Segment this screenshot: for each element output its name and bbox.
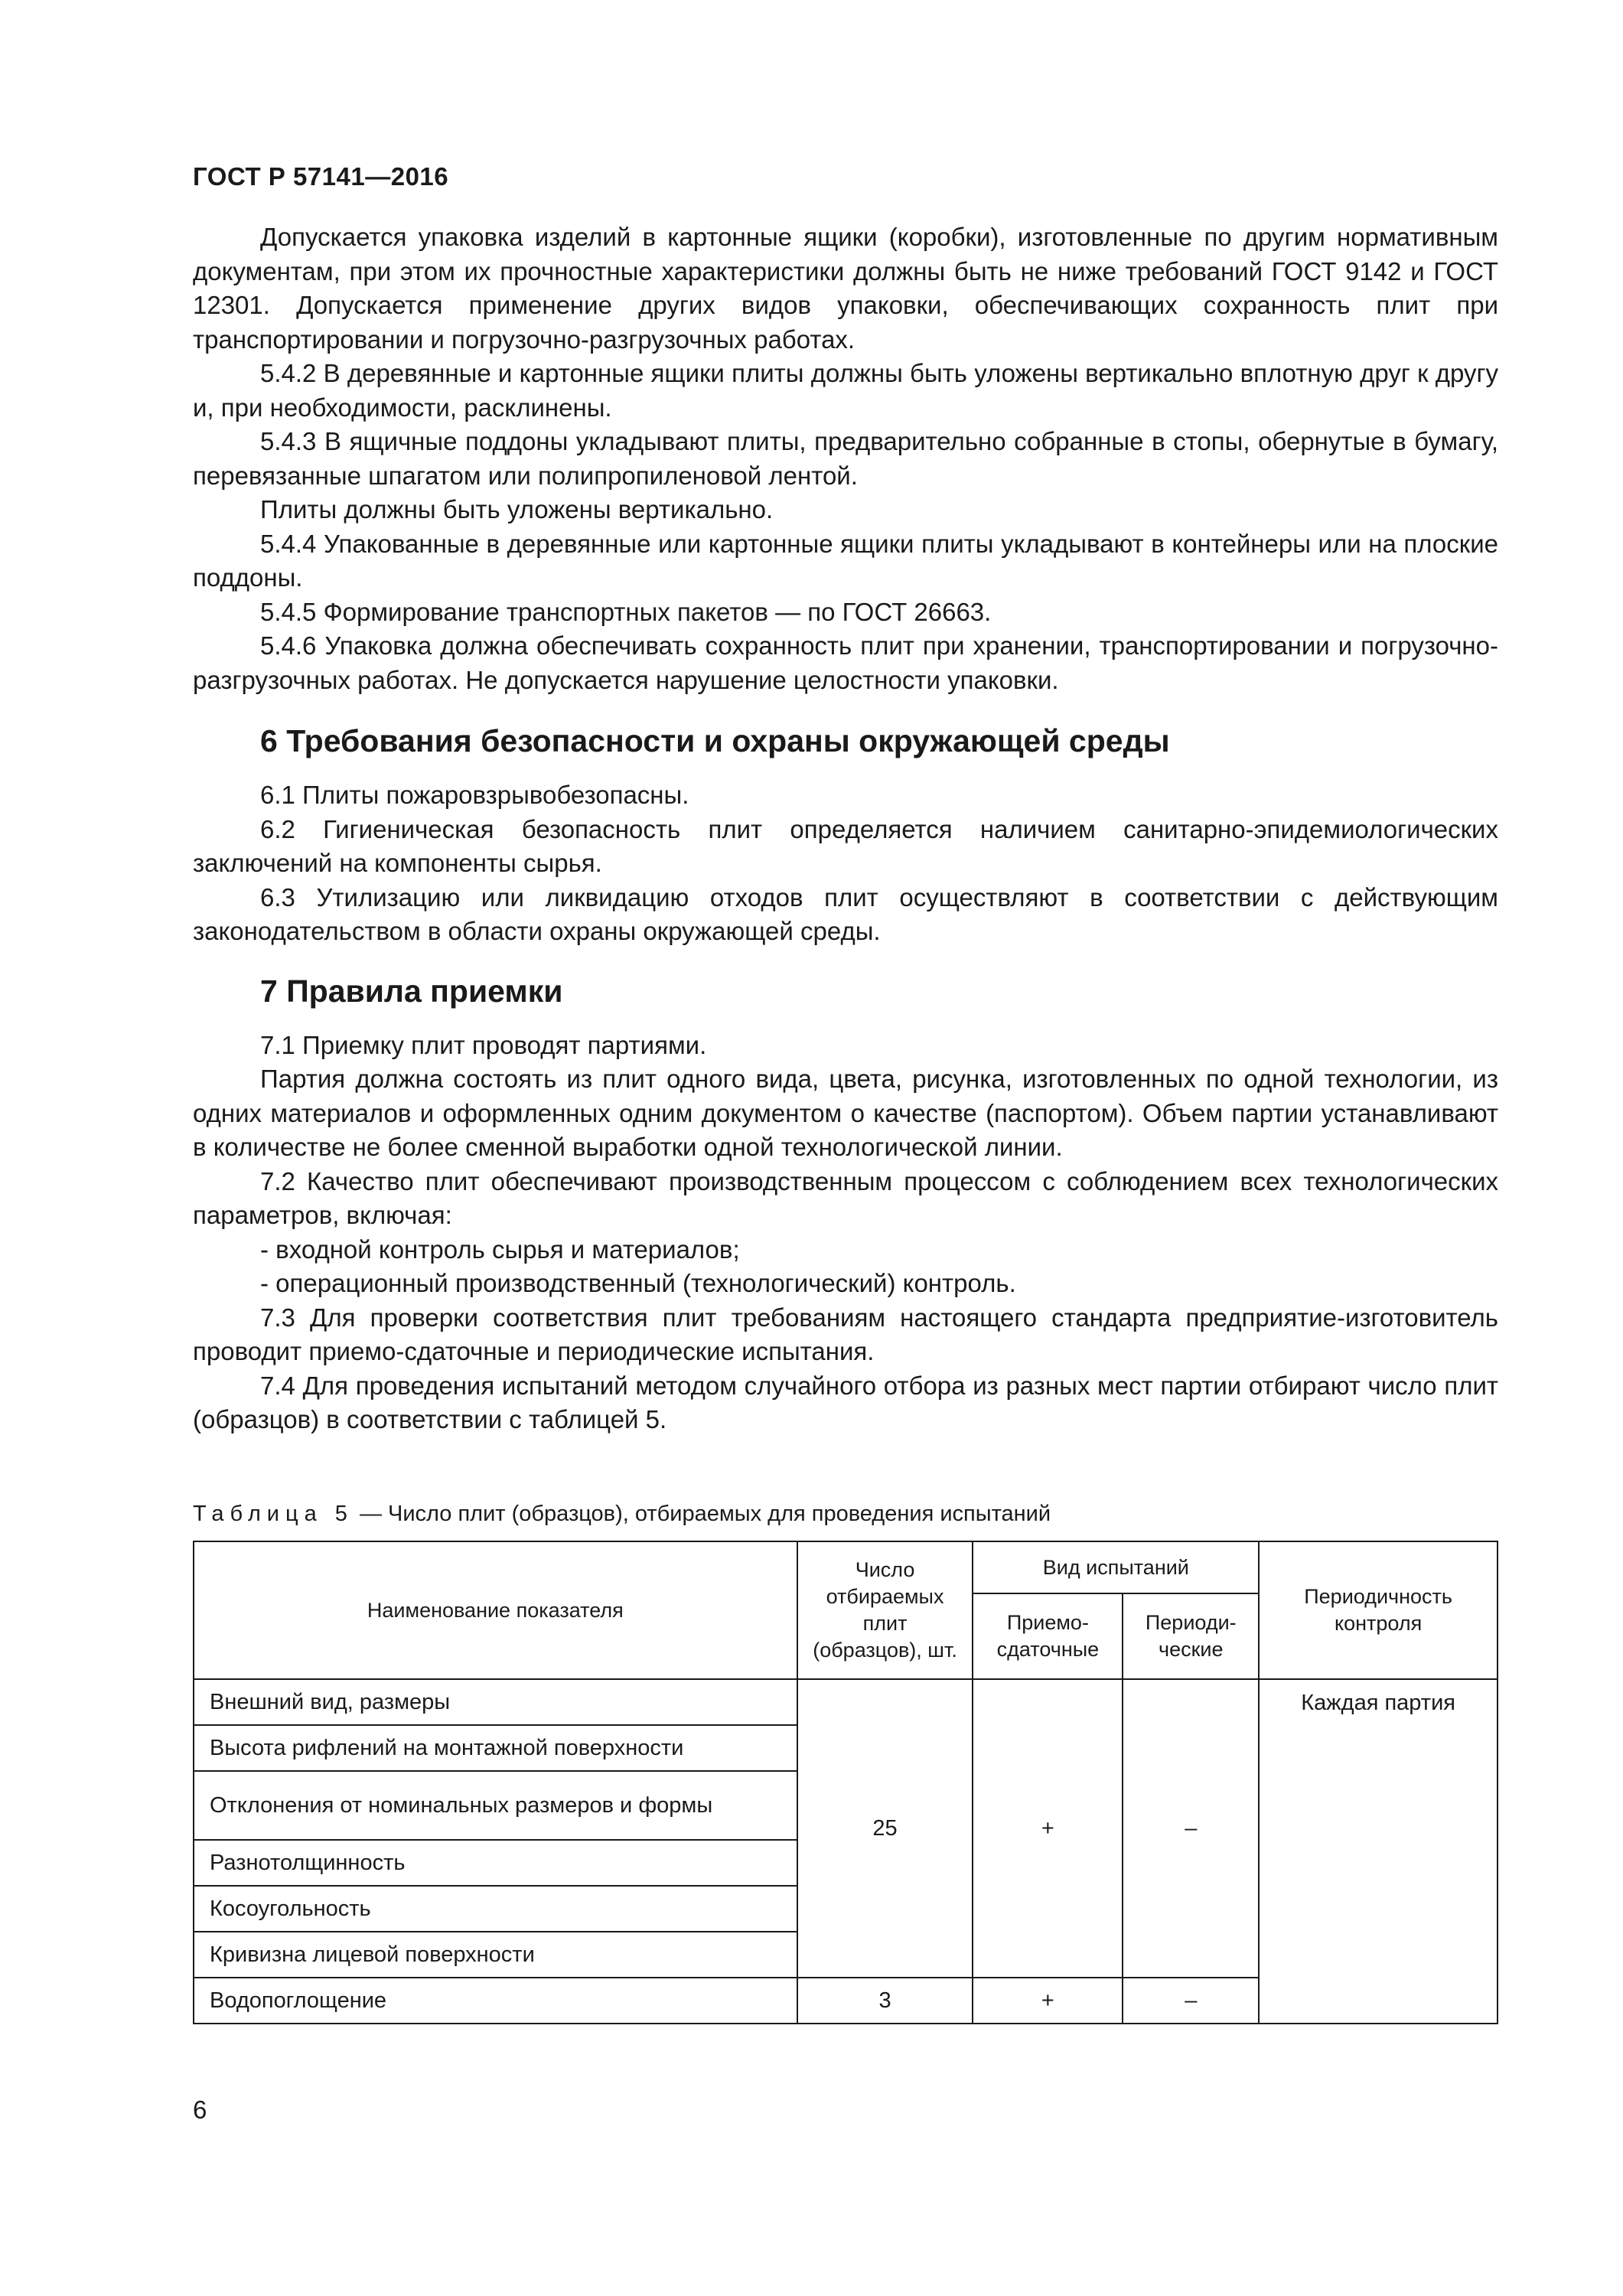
paragraph: 6.2 Гигиеническая безопасность плит определяется наличием санитарно-эпидемиологических заключений на компоненты сырья.: [193, 814, 1498, 877]
table-5: [193, 1541, 1498, 2024]
periodic-cell: –: [1123, 1679, 1259, 1978]
section-6-title: 6 Требования безопасности и охраны окружающей среды: [260, 723, 1170, 758]
header-frequency: Периодичность контроля: [1259, 1541, 1498, 1679]
list-item: - входной контроль сырья и материалов;: [260, 1234, 740, 1264]
table-caption-label: Таблица 5: [193, 1502, 354, 1526]
row-name: Разнотолщинность: [194, 1840, 797, 1886]
table-caption-text: — Число плит (образцов), отбираемых для проведения испытаний: [353, 1502, 1051, 1526]
row-name: Внешний вид, размеры: [194, 1679, 797, 1725]
row-name: Отклонения от номинальных размеров и формы: [194, 1771, 797, 1840]
header-count: Число отбираемых плит (образцов), шт.: [797, 1541, 973, 1679]
row-name: Косоугольность: [194, 1886, 797, 1932]
acceptance-cell: +: [973, 1978, 1123, 2024]
paragraph: 7.4 Для проведения испытаний методом случайного отбора из разных мест партии отбирают число плит (образцов) в соответствии с таблицей 5.: [193, 1371, 1498, 1433]
table-caption: [193, 1499, 1051, 1529]
header-test-type: Вид испытаний: [973, 1541, 1259, 1593]
paragraph: 5.4.3 В ящичные поддоны укладывают плиты, предварительно собранные в стопы, обернутые в бумагу, перевязанные шпагатом или полипропиленовой лентой.: [193, 427, 1498, 490]
row-name: Водопоглощение: [194, 1978, 797, 2024]
header-name: Наименование показателя: [194, 1541, 797, 1679]
table-row: [194, 1679, 1498, 1725]
page-content: [193, 220, 1498, 1437]
paragraph: 5.4.2 В деревянные и картонные ящики плиты должны быть уложены вертикально вплотную друг к другу и, при необходимости, расклинены.: [193, 359, 1498, 422]
paragraph: 5.4.5 Формирование транспортных пакетов — по ГОСТ 26663.: [260, 597, 992, 626]
paragraph: 5.4.6 Упаковка должна обеспечивать сохранность плит при хранении, транспортировании и погрузочно-разгрузочных работах. Не допускается нарушение целостности упаковки.: [193, 631, 1498, 694]
section-7-title: 7 Правила приемки: [260, 973, 563, 1009]
paragraph: Плиты должны быть уложены вертикально.: [260, 495, 774, 523]
paragraph: 7.1 Приемку плит проводят партиями.: [260, 1030, 707, 1059]
header-periodic: Периоди-ческие: [1123, 1593, 1259, 1679]
paragraph: 7.3 Для проверки соответствия плит требованиям настоящего стандарта предприятие-изготовитель проводит приемо-сдаточные и периодические испытания.: [193, 1303, 1498, 1365]
row-name: Кривизна лицевой поверхности: [194, 1932, 797, 1978]
page-number: 6: [193, 2095, 207, 2124]
acceptance-cell: +: [973, 1679, 1123, 1978]
header-acceptance: Приемо-сдаточные: [973, 1593, 1123, 1679]
paragraph: Партия должна состоять из плит одного вида, цвета, рисунка, изготовленных по одной технологии, из одних материалов и оформленных одним документом о качестве (паспортом). Объем партии устанавливают в количестве не более сменной выработки одной технологической линии.: [193, 1065, 1498, 1161]
paragraph: 6.1 Плиты пожаровзрывобезопасны.: [260, 781, 689, 809]
row-name: Высота рифлений на монтажной поверхности: [194, 1725, 797, 1771]
paragraph: 5.4.4 Упакованные в деревянные или картонные ящики плиты укладывают в контейнеры или на плоские поддоны.: [193, 529, 1498, 592]
count-cell: 3: [797, 1978, 973, 2024]
frequency-cell: Каждая партия: [1259, 1679, 1498, 2024]
paragraph: 7.2 Качество плит обеспечивают производственным процессом с соблюдением всех технологических параметров, включая:: [193, 1166, 1498, 1229]
paragraph: Допускается упаковка изделий в картонные ящики (коробки), изготовленные по другим нормативным документам, при этом их прочностные характеристики должны быть не ниже требований ГОСТ 9142 и ГОСТ 12301. Допускается применение других видов упаковки, обеспечивающих сохранность плит при транспортировании и погрузочно-разгрузочных работах.: [193, 223, 1498, 354]
list-item: - операционный производственный (технологический) контроль.: [260, 1269, 1016, 1297]
paragraph: 6.3 Утилизацию или ликвидацию отходов плит осуществляют в соответствии с действующим законодательством в области охраны окружающей среды.: [193, 882, 1498, 945]
periodic-cell: –: [1123, 1978, 1259, 2024]
count-cell: 25: [797, 1679, 973, 1978]
document-header: ГОСТ Р 57141—2016: [193, 162, 449, 191]
